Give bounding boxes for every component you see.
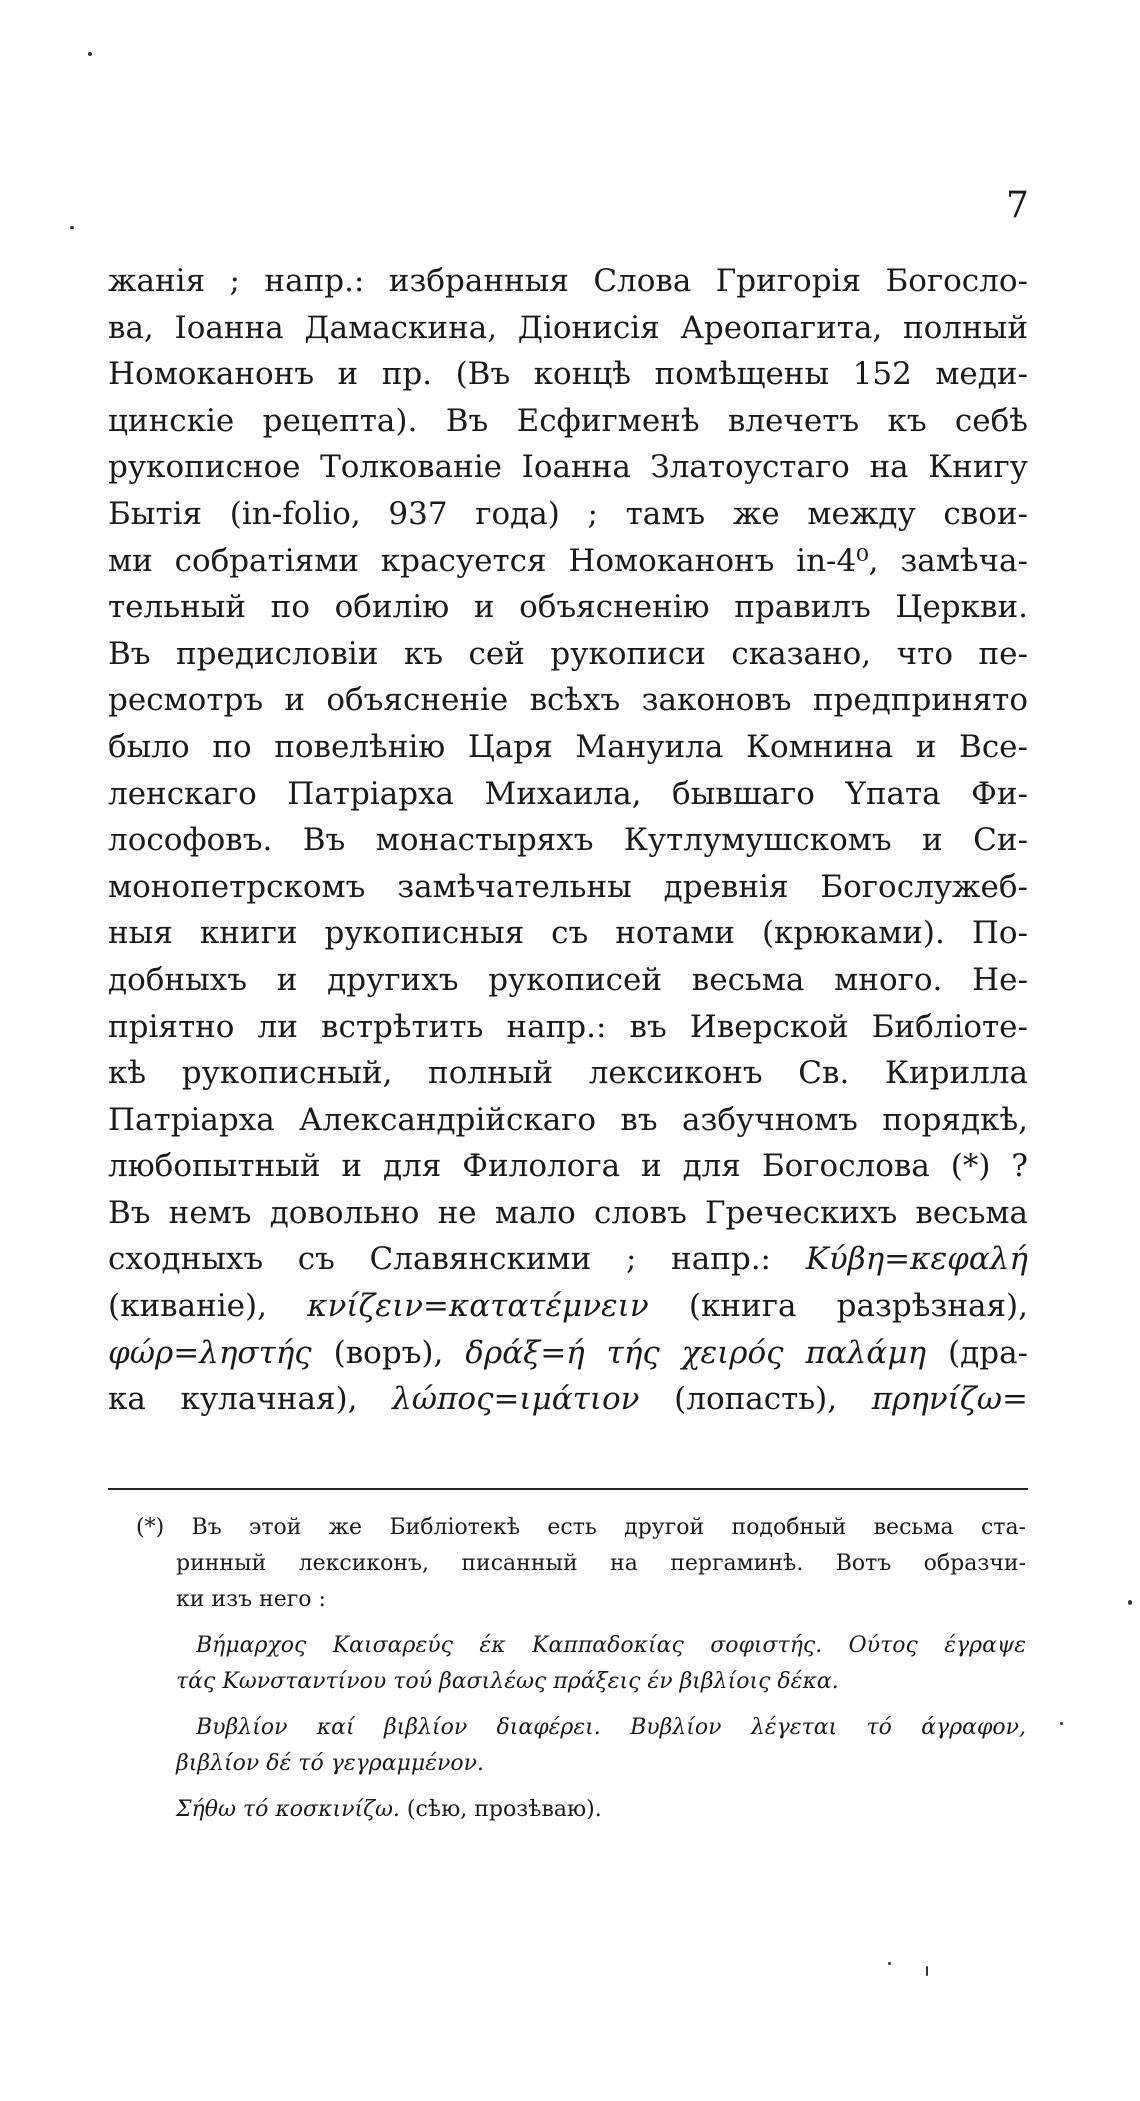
text-line: любопытный и для Филолога и для Богослова (*) ? xyxy=(108,1148,1028,1185)
text-line xyxy=(108,1283,1028,1330)
text-line xyxy=(108,1376,1028,1423)
text-segment: (воръ), xyxy=(333,1334,444,1371)
footnote-line: ки изъ него : xyxy=(176,1587,326,1612)
footnote-text: Въ этой же Библіотекѣ есть другой подобный весьма ста- xyxy=(191,1515,1026,1540)
footnote-greek-line: βιβλίον δέ τό γεγραμμένον. xyxy=(176,1751,484,1776)
text-line: цинскіе рецепта). Въ Есфигменѣ влечетъ къ себѣ xyxy=(108,402,1028,439)
page-number: 7 xyxy=(1006,185,1029,226)
text-line: было по повелѣнію Царя Мануила Комнина и Все- xyxy=(108,728,1028,765)
text-line: ва, Іоанна Дамаскина, Діонисія Ареопагита, полный xyxy=(108,309,1028,346)
text-line: жанія ; напр.: избранныя Слова Григорія Богосло- xyxy=(108,263,1028,299)
text-line: тельный по обилію и объясненію правилъ Церкви. xyxy=(108,589,1028,626)
greek-word: φώρ=ληστής xyxy=(108,1334,312,1371)
footnote-greek-line: τάς Κωνσταντίνου τού βασιλέως πράξεις έν βιβλίοις δέκα. xyxy=(176,1669,839,1694)
print-speck xyxy=(888,1962,891,1965)
footnote-line: ринный лексиконъ, писанный на пергаминѣ. Вотъ образчи- xyxy=(176,1551,1026,1576)
footnote-divider xyxy=(108,1488,1028,1490)
greek-phrase: Σήθω τό κοσκινίζω. xyxy=(176,1797,400,1822)
text-line: ленскаго Патріарха Михаила, бывшаго Үпата Фи- xyxy=(108,775,1028,812)
footnote-line xyxy=(136,1510,1026,1546)
print-speck xyxy=(70,226,74,229)
print-speck xyxy=(1060,1722,1063,1725)
greek-word: λώπος=ιμάτιον xyxy=(392,1381,640,1418)
text-segment: (дра- xyxy=(948,1334,1029,1371)
text-line: монопетрскомъ замѣчательны древнія Богослужеб- xyxy=(108,868,1028,905)
footnote-text: (сѣю, прозѣваю). xyxy=(406,1797,602,1822)
text-line: кѣ рукописный, полный лексиконъ Св. Кирилла xyxy=(108,1055,1028,1092)
text-line: рукописное Толкованіе Іоанна Златоустаго на Книгу xyxy=(108,449,1028,486)
text-line xyxy=(108,1236,1028,1283)
greek-phrase: δράξ=ή τής χειρός παλάμη xyxy=(465,1334,927,1371)
greek-word: Κύβη=κεφαλή xyxy=(805,1241,1028,1278)
text-line: пріятно ли встрѣтить напр.: въ Иверской Библіоте- xyxy=(108,1008,1028,1045)
print-speck xyxy=(88,52,92,56)
footnote xyxy=(136,1510,1026,1828)
print-speck xyxy=(1128,1600,1132,1605)
footnote-greek-line: Βήμαρχος Καισαρεύς έκ Καππαδοκίας σοφιστής. Ούτος έγραψε xyxy=(196,1633,1026,1658)
text-segment: (книга разрѣзная), xyxy=(688,1288,1028,1325)
text-line: Бытія (in-folio, 937 года) ; тамъ же между свои- xyxy=(108,495,1028,532)
greek-word: κνίζειν=κατατέμνειν xyxy=(307,1288,649,1325)
text-line: ресмотръ и объясненіе всѣхъ законовъ предпринято xyxy=(108,682,1028,719)
footnote-greek-line: Βυβλίον καί βιβλίον διαφέρει. Βυβλίον λέγεται τό άγραφον, xyxy=(196,1715,1026,1740)
text-line: ныя книги рукописныя съ нотами (крюками). По- xyxy=(108,915,1028,952)
text-line: Въ немъ довольно не мало словъ Греческихъ весьма xyxy=(108,1194,1028,1231)
greek-word: πρηνίζω= xyxy=(871,1381,1028,1418)
main-text xyxy=(108,258,1028,1423)
text-line: Номоканонъ и пр. (Въ концѣ помѣщены 152 меди- xyxy=(108,356,1028,393)
text-segment: сходныхъ съ Славянскими ; напр.: xyxy=(108,1241,772,1278)
text-line: ми собратіями красуется Номоканонъ in-4⁰, замѣча- xyxy=(108,542,1028,579)
text-line: лософовъ. Въ монастыряхъ Кутлумушскомъ и Си- xyxy=(108,822,1028,859)
text-segment: (лопасть), xyxy=(674,1381,838,1418)
text-line: Въ предисловіи къ сей рукописи сказано, что пе- xyxy=(108,635,1028,672)
text-line: Патріарха Александрійскаго въ азбучномъ порядкѣ, xyxy=(108,1101,1028,1138)
text-line: добныхъ и другихъ рукописей весьма много. Не- xyxy=(108,961,1028,998)
text-line xyxy=(108,1330,1028,1377)
print-speck xyxy=(926,1966,928,1976)
footnote-marker: (*) xyxy=(136,1515,165,1540)
footnote-line xyxy=(136,1792,1026,1828)
text-segment: (киваніе), xyxy=(108,1288,267,1325)
text-segment: ка кулачная), xyxy=(108,1381,358,1418)
